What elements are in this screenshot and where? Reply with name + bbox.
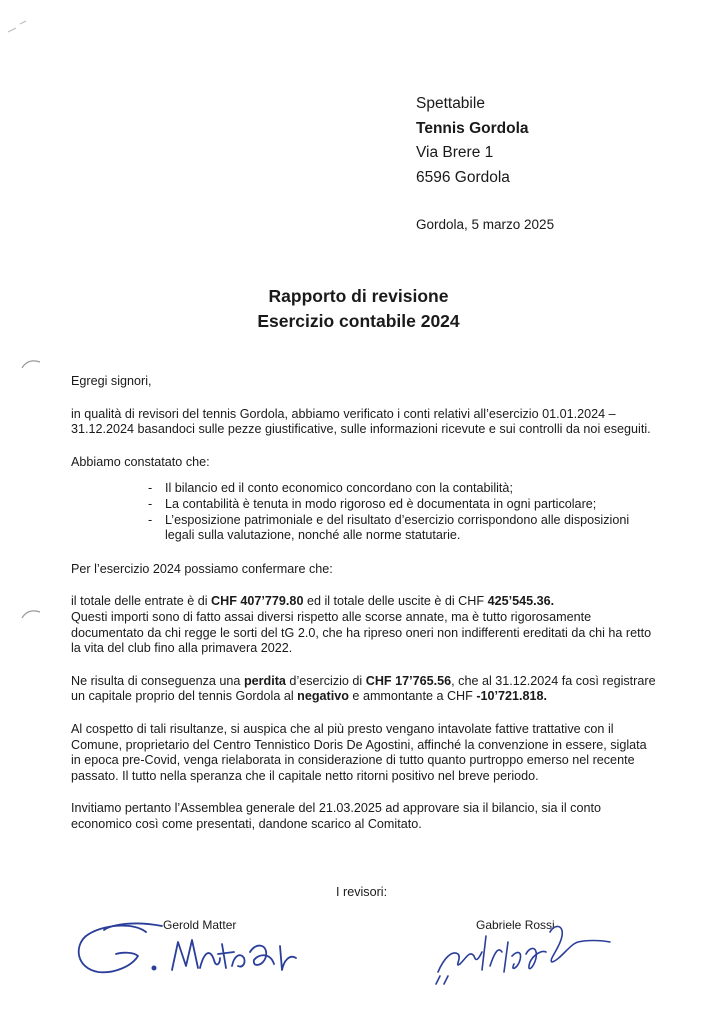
constat-intro: Abbiamo constatato che: (71, 454, 210, 469)
recipient-city: 6596 Gordola (416, 168, 510, 186)
scan-mark-top-left (6, 18, 30, 36)
income-amount: CHF 407’779.80 (211, 594, 304, 609)
document-title (0, 284, 717, 334)
scan-mark-left-1 (20, 356, 42, 370)
equity-amount: -10’721.818. (476, 689, 548, 704)
finding-item: - L’esposizione patrimoniale e del risultato d’esercizio corrispondono alle disposizioni legali sulla valutazione, nonché alle norme statutarie. (148, 513, 656, 544)
closing-paragraph: Invitiamo pertanto l’Assemblea generale del 21.03.2025 ad approvare sia il bilancio, sia il conto economico così come presentati, dandone scarico al Comitato. (71, 801, 601, 831)
auditor-2-signature (430, 906, 620, 986)
findings-list (71, 481, 656, 543)
finding-item: - Il bilancio ed il conto economico concordano con la contabilità; (148, 481, 656, 497)
recipient-name: Tennis Gordola (416, 119, 529, 137)
finding-item: - La contabilità è tenuta in modo rigoroso ed è documentata in ogni particolare; (148, 497, 656, 513)
letter-body (71, 374, 656, 849)
totals-text-3: Questi importi sono di fatto assai diversi rispetto alle scorse annate, ma è tutto rigorosamente documentato da chi regge le sorti del tG 2.0, che ha ripreso oneri non indifferenti ereditati da chi ha retto la vita del club fino alla primavera 2022. (71, 609, 652, 656)
recipient-salutation: Spettabile (416, 95, 485, 112)
auditor-1-signature (74, 912, 304, 984)
scan-mark-left-2 (20, 606, 42, 620)
outlook-paragraph: Al cospetto di tali risultanze, si auspica che al più presto vengano intavolate fattive trattative con il Comune, proprietario del Centro Tennistico Doris De Agostini, affinché la convenzione in essere, siglata in epoca pre-Covid, venga rielaborata in considerazione di tutto quanto purtroppo emerso nel recente passato. Il tutto nella speranza che il capitale netto ritorni positivo nel breve periodo. (71, 721, 647, 783)
recipient-address (416, 92, 529, 190)
loss-word: perdita (243, 673, 286, 688)
result-text-4: e ammontante a CHF (348, 689, 477, 704)
result-text-1: Ne risulta di conseguenza una (71, 673, 244, 688)
totals-text-1: il totale delle entrate è di (71, 594, 212, 609)
loss-amount: CHF 17’765.56 (365, 673, 452, 688)
greeting: Egregi signori, (71, 374, 152, 388)
auditor-1-name: Gerold Matter (163, 918, 237, 932)
result-text-2: d’esercizio di (285, 673, 366, 688)
letter-date: Gordola, 5 marzo 2025 (416, 217, 555, 232)
result-text-3: , che al 31.12.2024 fa così registrare un capitale proprio del tennis Gordola al (71, 673, 656, 704)
expenses-amount: 425’545.36. (487, 594, 555, 609)
totals-paragraph (71, 594, 656, 656)
auditor-2-name: Gabriele Rossi (476, 918, 555, 932)
result-paragraph (71, 674, 656, 705)
confirm-intro: Per l’esercizio 2024 possiamo confermare che: (71, 561, 333, 576)
intro-paragraph: in qualità di revisori del tennis Gordola, abbiamo verificato i conti relativi all’esercizio 01.01.2024 – 31.12.2024 basandoci sulle pezze giustificative, sulle informazioni ricevute e sui controlli da noi eseguiti. (71, 406, 651, 437)
title-line-2: Esercizio contabile 2024 (257, 311, 460, 331)
negative-word: negativo (297, 689, 349, 704)
auditors-label: I revisori: (336, 885, 388, 899)
recipient-street: Via Brere 1 (416, 144, 494, 161)
totals-text-2: ed il totale delle uscite è di CHF (303, 594, 488, 609)
title-line-1: Rapporto di revisione (268, 286, 449, 306)
